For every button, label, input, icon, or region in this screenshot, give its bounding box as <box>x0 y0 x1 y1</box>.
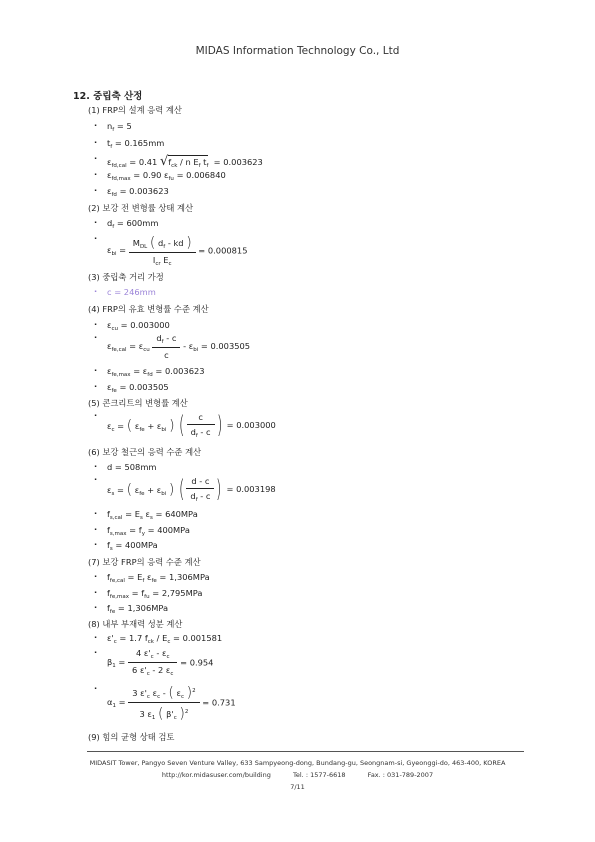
tf-value: 0.165mm <box>124 138 165 148</box>
subsection-8-heading: (8) 내부 부재력 성분 계산 <box>88 619 183 629</box>
page-number: 7/11 <box>290 783 305 791</box>
eq-ecu: · $\varepsilon_{cu} = 0.003000$ <box>107 320 170 332</box>
subsection-6-heading: (6) 보강 철근의 응력 수준 계산 <box>88 447 202 457</box>
fs-value: 400MPa <box>125 540 158 550</box>
eq-ebi: · $\varepsilon_{bi}$ = $\frac{M_{DL} ( d_f - kd )}{I_{cr} E_c}$ = 0.000815 <box>107 234 247 267</box>
subsection-3-heading: (3) 중립축 거리 가정 <box>88 272 164 282</box>
efd-max-value: 0.006840 <box>186 170 226 180</box>
footer-address: MIDASIT Tower, Pangyo Seven Venture Valley, 633 Sampyeong-dong, Bundang-gu, Seongnam-si, Gyeonggi-do, 463-400, KOREA <box>89 759 506 767</box>
footer-contact <box>0 771 595 779</box>
ec-value: 0.003000 <box>236 420 276 430</box>
eq-alpha1: · $\alpha_1$ = $\frac{3 \varepsilon'_c \varepsilon_c - ( \varepsilon_c )^2}{3 \varepsilon_1 ( \beta'_c )^2}$ = 0.731 <box>107 684 236 721</box>
efe-cal-value: 0.003505 <box>210 340 251 351</box>
eq-tf: · $t_f = 0.165mm$ <box>107 138 164 150</box>
eq-c-assumed: · c = 246mm <box>107 287 156 297</box>
es-value: 0.003198 <box>236 484 276 494</box>
eq-fs-cal: · $f_{s,cal} = E_s$ $\varepsilon_s = 640MPa$ <box>107 509 198 521</box>
eq-es: · $\varepsilon_s$ = ( $\varepsilon_{fe} + \varepsilon_{bi}$ ) ( $\frac{d - c}{d_f - c}$ ) = 0.003198 <box>107 475 276 503</box>
eq-efe: · $\varepsilon_{fe} = 0.003505$ <box>107 382 169 394</box>
eq-beta1: · $\beta_1$ = $\frac{4 \varepsilon'_c - \varepsilon_c}{6 \varepsilon'_c - 2 \varepsilon_c}$ = 0.954 <box>107 648 213 677</box>
subsection-1-heading: (1) FRP의 설계 응력 계산 <box>88 105 182 115</box>
subsection-7-heading: (7) 보강 FRP의 응력 수준 계산 <box>88 557 201 567</box>
eq-df: · $d_f = 600mm$ <box>107 218 158 230</box>
ecu-value: 0.003000 <box>130 320 170 330</box>
ebi-value: 0.000815 <box>207 245 248 256</box>
eq-ffe: · $f_{fe} = 1,306MPa$ <box>107 603 168 615</box>
ffe-value: 1,306MPa <box>127 603 169 613</box>
fs-max-value: 400MPa <box>157 525 190 535</box>
efd-value: 0.003623 <box>129 186 169 196</box>
eq-fs-max: · $f_{s,max} = f_y = 400MPa$ <box>107 525 190 537</box>
eq-ec: · $\varepsilon_c$ = ( $\varepsilon_{fe} + \varepsilon_{bi}$ ) ( $\frac{c}{d_f - c}$ ) = 0.003000 <box>107 411 276 439</box>
footer-tel: Tel. : 1577-6618 <box>293 771 346 779</box>
subsection-5-heading: (5) 콘크리트의 변형률 계산 <box>88 398 188 408</box>
subsection-9-heading: (9) 힘의 균형 상태 검토 <box>88 732 175 742</box>
eq-efe-max: · $\varepsilon_{fe,max} = \varepsilon_{fd} = 0.003623$ <box>107 366 205 378</box>
eq-nf: · $n_f = 5$ <box>107 121 132 133</box>
ffe-max-value: 2,795MPa <box>161 588 203 598</box>
efd-cal-value: 0.003623 <box>223 157 263 167</box>
subsection-4-heading: (4) FRP의 유효 변형률 수준 계산 <box>88 304 209 314</box>
eq-efd: · $\varepsilon_{fd} = 0.003623$ <box>107 186 169 198</box>
eq-d: · d = 508mm <box>107 462 157 472</box>
beta1-value: 0.954 <box>189 657 214 668</box>
d-value: 508mm <box>124 462 157 472</box>
efe-value: 0.003505 <box>129 382 169 392</box>
eq-efe-cal: · $\varepsilon_{fe,cal} = \varepsilon_{cu}$ $\frac{d_f - c}{c}$ - $\varepsilon_{bi} = 0.003505$ <box>107 333 250 360</box>
nf-value: 5 <box>126 121 132 131</box>
footer-divider <box>87 751 524 752</box>
footer-url[interactable]: http://kor.midasuser.com/building <box>161 771 271 779</box>
alpha1-value: 0.731 <box>211 697 236 708</box>
eq-fs: · $f_s = 400MPa$ <box>107 540 158 552</box>
ec-prime-value: 0.001581 <box>182 633 223 643</box>
subsection-2-heading: (2) 보강 전 변형률 상태 계산 <box>88 203 194 213</box>
footer-fax: Fax. : 031-789-2007 <box>367 771 434 779</box>
eq-ec-prime: · $\varepsilon'_c = 1.7$ $f_{ck} / E_c = 0.001581$ <box>107 633 222 645</box>
page-header: MIDAS Information Technology Co., Ltd <box>195 45 400 57</box>
eq-ffe-cal: · $f_{fe,cal} = E_f$ $\varepsilon_{fe} = 1,306MPa$ <box>107 572 210 584</box>
fs-cal-value: 640MPa <box>165 509 198 519</box>
section-title: 12. 중립축 산정 <box>73 91 143 102</box>
df-value: 600mm <box>126 218 159 228</box>
efe-max-value: 0.003623 <box>164 366 205 376</box>
ffe-cal-value: 1,306MPa <box>169 572 210 582</box>
eq-ffe-max: · $f_{fe,max} = f_{fu} = 2,795MPa$ <box>107 588 202 600</box>
eq-efd-max: · $\varepsilon_{fd,max} = 0.90$ $\varepsilon_{fu} = 0.006840$ <box>107 170 226 182</box>
eq-efd-cal: · $\varepsilon_{fd,cal} = 0.41$ $√f_{ck}$ / n $E_f$ $t_f = 0.003623$ <box>107 154 263 169</box>
